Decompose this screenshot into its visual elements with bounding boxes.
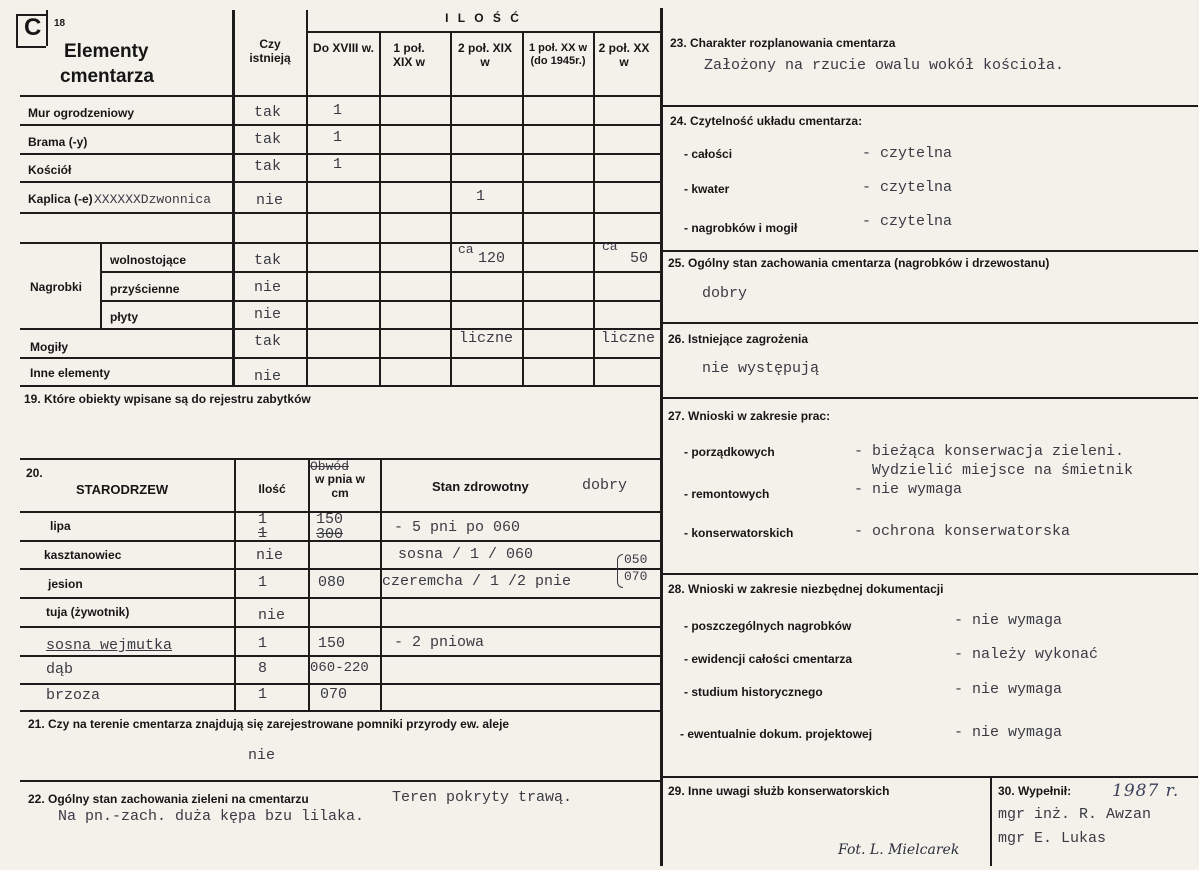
- tree-girth-dab: 060-220: [310, 660, 369, 676]
- graves-q20b: liczne: [601, 330, 656, 347]
- tree-count-kasztanowiec: nie: [256, 547, 284, 564]
- q22-label: 22. Ogólny stan zachowania zieleni na cmentarzu: [28, 792, 309, 806]
- gravestones-freestanding-q20b-prefix: ca: [602, 239, 618, 254]
- q27-item-value-cleanup-2: Wydzielić miejsce na śmietnik: [872, 462, 1134, 479]
- gravestones-label: Nagrobki: [30, 280, 83, 294]
- q28-item-label-gravestones: - poszczególnych nagrobków: [684, 619, 852, 633]
- rule: [661, 250, 1198, 252]
- other-elements-label: Inne elementy: [30, 366, 111, 380]
- tree-brace: [617, 554, 623, 588]
- rule: [20, 597, 661, 599]
- col-exists-header: Czy istnieją: [249, 37, 291, 65]
- trees-health-value: dobry: [582, 477, 628, 494]
- graves-label: Mogiły: [30, 340, 68, 354]
- q24-item-value-whole: - czytelna: [862, 145, 953, 162]
- rule: [661, 776, 1198, 778]
- gate-q18: 1: [333, 129, 343, 146]
- chapel-typed-label: XXXXXXDzwonnica: [94, 192, 212, 207]
- photo-credit-signature: Fot. L. Mielcarek: [838, 842, 960, 858]
- q27-item-label-cleanup: - porządkowych: [684, 445, 775, 459]
- rule: [661, 105, 1198, 107]
- gravestones-slabs-exists: nie: [254, 306, 282, 323]
- q28-item-value-inventory: - należy wykonać: [954, 646, 1099, 663]
- q22-answer-line1: Teren pokryty trawą.: [392, 789, 573, 806]
- rule: [379, 32, 381, 386]
- other-elements-exists: nie: [254, 368, 282, 385]
- tree-count-brzoza: 1: [258, 686, 268, 703]
- rule: [660, 8, 663, 866]
- tree-name-kasztanowiec: kasztanowiec: [44, 548, 122, 562]
- church-q18: 1: [333, 156, 343, 173]
- q28-item-label-project: - ewentualnie dokum. projektowej: [680, 727, 873, 741]
- tree-name-sosna-wejmutka: sosna wejmutka: [46, 637, 173, 654]
- rule: [593, 32, 595, 386]
- rule: [661, 397, 1198, 399]
- period-col-19b: 2 poł. XIX w: [457, 41, 512, 69]
- period-col-20a: 1 poł. XX w (do 1945r.): [528, 42, 588, 67]
- q22-answer-line2: Na pn.-zach. duża kępa bzu lilaka.: [58, 808, 365, 825]
- q30-person1: mgr inż. R. Awzan: [998, 806, 1152, 823]
- rule: [661, 322, 1198, 324]
- tree-girth-jesion: 080: [318, 574, 346, 591]
- period-col-19a: 1 poł. XIX w: [392, 41, 425, 69]
- rule: [20, 385, 661, 387]
- q24-item-value-sections: - czytelna: [862, 179, 953, 196]
- q24-label: 24. Czytelność układu cmentarza:: [670, 114, 863, 128]
- tree-brace-top: 050: [624, 552, 648, 567]
- wall-q18: 1: [333, 102, 343, 119]
- rule: [20, 655, 661, 657]
- tree-name-jesion: jesion: [48, 577, 83, 591]
- rule: [20, 683, 661, 685]
- tree-note-sosna-wejmutka: - 2 pniowa: [394, 634, 485, 651]
- row-label-gate: Brama (-y): [28, 135, 88, 149]
- row-label-wall: Mur ogrodzeniowy: [28, 106, 134, 120]
- q27-label: 27. Wnioski w zakresie prac:: [668, 409, 831, 423]
- q23-answer: Założony na rzucie owalu wokół kościoła.: [704, 57, 1065, 74]
- q24-item-value-graves: - czytelna: [862, 213, 953, 230]
- gravestones-freestanding-q19b: 120: [478, 250, 506, 267]
- section-title-line1: Elementy: [64, 41, 149, 62]
- tree-brace-bottom: 070: [624, 569, 648, 584]
- rule: [20, 212, 661, 214]
- q27-item-value-cleanup-1: - bieżąca konserwacja zieleni.: [854, 443, 1125, 460]
- gravestones-slabs-label: płyty: [110, 310, 139, 324]
- q27-item-label-repair: - remontowych: [684, 487, 770, 501]
- section-number: 18: [54, 18, 66, 29]
- rule: [450, 32, 452, 386]
- rule: [100, 243, 102, 329]
- q29-label: 29. Inne uwagi służb konserwatorskich: [668, 784, 890, 798]
- tree-name-brzoza: brzoza: [46, 687, 101, 704]
- tree-name-tuja: tuja (żywotnik): [46, 605, 130, 619]
- col-quantity-header: I L O Ś Ć: [445, 11, 522, 25]
- tree-name-dab: dąb: [46, 661, 74, 678]
- gravestones-freestanding-q20b: 50: [630, 250, 649, 267]
- rule: [100, 300, 661, 302]
- q30-label: 30. Wypełnił:: [998, 784, 1072, 798]
- q28-item-label-inventory: - ewidencji całości cmentarza: [684, 652, 853, 666]
- q23-label: 23. Charakter rozplanowania cmentarza: [670, 36, 896, 50]
- rule: [100, 271, 661, 273]
- q30-person2: mgr E. Lukas: [998, 830, 1107, 847]
- tree-count-tuja: nie: [258, 607, 286, 624]
- period-col-20b: 2 poł. XX w: [598, 41, 650, 69]
- q27-item-value-repair: - nie wymaga: [854, 481, 963, 498]
- trees-col-girth-struck: Obwód: [310, 459, 350, 474]
- q27-item-label-conservation: - konserwatorskich: [684, 526, 794, 540]
- tree-note-jesion: czeremcha / 1 /2 pnie: [382, 573, 572, 590]
- q30-year: 1987 r.: [1112, 781, 1180, 801]
- rule: [20, 328, 661, 330]
- q25-answer: dobry: [702, 285, 748, 302]
- rule: [661, 573, 1198, 575]
- q21-label: 21. Czy na terenie cmentarza znajdują się zarejestrowane pomniki przyrody ew. aleje: [28, 717, 510, 731]
- trees-col-count: Ilość: [258, 482, 286, 496]
- gate-exists: tak: [254, 131, 282, 148]
- gravestones-wall-exists: nie: [254, 279, 282, 296]
- period-col-18: Do XVIII w.: [313, 41, 374, 55]
- trees-col-girth: w pnia w cm: [314, 472, 365, 500]
- tree-count2-lipa: 1: [258, 525, 268, 542]
- rule: [20, 780, 661, 782]
- tree-note-kasztanowiec: sosna / 1 / 060: [398, 546, 534, 563]
- section-title-line2: cmentarza: [60, 66, 154, 87]
- gravestones-freestanding-exists: tak: [254, 252, 282, 269]
- rule: [20, 124, 661, 126]
- tree-girth2-lipa: 300: [316, 526, 344, 543]
- graves-q19b: liczne: [459, 330, 514, 347]
- rule: [20, 181, 661, 183]
- row-label-chapel: Kaplica (-e): [28, 192, 93, 206]
- rule: [20, 242, 661, 244]
- trees-title: STARODRZEW: [76, 482, 169, 497]
- q25-label: 25. Ogólny stan zachowania cmentarza (nagrobków i drzewostanu): [668, 256, 1050, 270]
- q19-label: 19. Które obiekty wpisane są do rejestru zabytków: [24, 392, 311, 406]
- q28-item-value-project: - nie wymaga: [954, 724, 1063, 741]
- tree-note-lipa: - 5 pni po 060: [394, 519, 521, 536]
- tree-count-lipa: 1: [258, 511, 268, 528]
- rule: [990, 777, 992, 866]
- trees-number: 20.: [26, 466, 43, 480]
- tree-girth-brzoza: 070: [320, 686, 348, 703]
- tree-count-jesion: 1: [258, 574, 268, 591]
- gravestones-wall-label: przyścienne: [110, 282, 180, 296]
- tree-girth-lipa: 150: [316, 511, 344, 528]
- rule: [20, 568, 661, 570]
- q27-item-value-conservation: - ochrona konserwatorska: [854, 523, 1071, 540]
- rule: [306, 31, 661, 33]
- tree-count-sosna-wejmutka: 1: [258, 635, 268, 652]
- tree-count-dab: 8: [258, 660, 268, 677]
- q28-item-label-history: - studium historycznego: [684, 685, 823, 699]
- q24-item-label-sections: - kwater: [684, 182, 730, 196]
- graves-exists: tak: [254, 333, 282, 350]
- q28-label: 28. Wnioski w zakresie niezbędnej dokumentacji: [668, 582, 944, 596]
- rule: [20, 95, 661, 97]
- q24-item-label-whole: - całości: [684, 147, 733, 161]
- q26-label: 26. Istniejące zagrożenia: [668, 332, 809, 346]
- q24-item-label-graves: - nagrobków i mogił: [684, 221, 798, 235]
- chapel-exists: nie: [256, 192, 284, 209]
- rule: [234, 459, 236, 711]
- q26-answer: nie występują: [702, 360, 820, 377]
- section-letter: C: [24, 14, 42, 41]
- tree-name-lipa: lipa: [50, 519, 71, 533]
- tree-girth-sosna-wejmutka: 150: [318, 635, 346, 652]
- chapel-q19b: 1: [476, 188, 486, 205]
- gravestones-freestanding-q19b-prefix: ca: [458, 242, 474, 257]
- rule: [46, 10, 48, 46]
- q21-answer: nie: [248, 747, 276, 764]
- rule: [20, 153, 661, 155]
- wall-exists: tak: [254, 104, 282, 121]
- q28-item-value-gravestones: - nie wymaga: [954, 612, 1063, 629]
- rule: [20, 357, 661, 359]
- rule: [20, 710, 661, 712]
- gravestones-freestanding-label: wolnostojące: [110, 253, 187, 267]
- q28-item-value-history: - nie wymaga: [954, 681, 1063, 698]
- row-label-church: Kościół: [28, 163, 72, 177]
- rule: [522, 32, 524, 386]
- trees-col-health: Stan zdrowotny: [432, 479, 529, 494]
- rule: [20, 626, 661, 628]
- church-exists: tak: [254, 158, 282, 175]
